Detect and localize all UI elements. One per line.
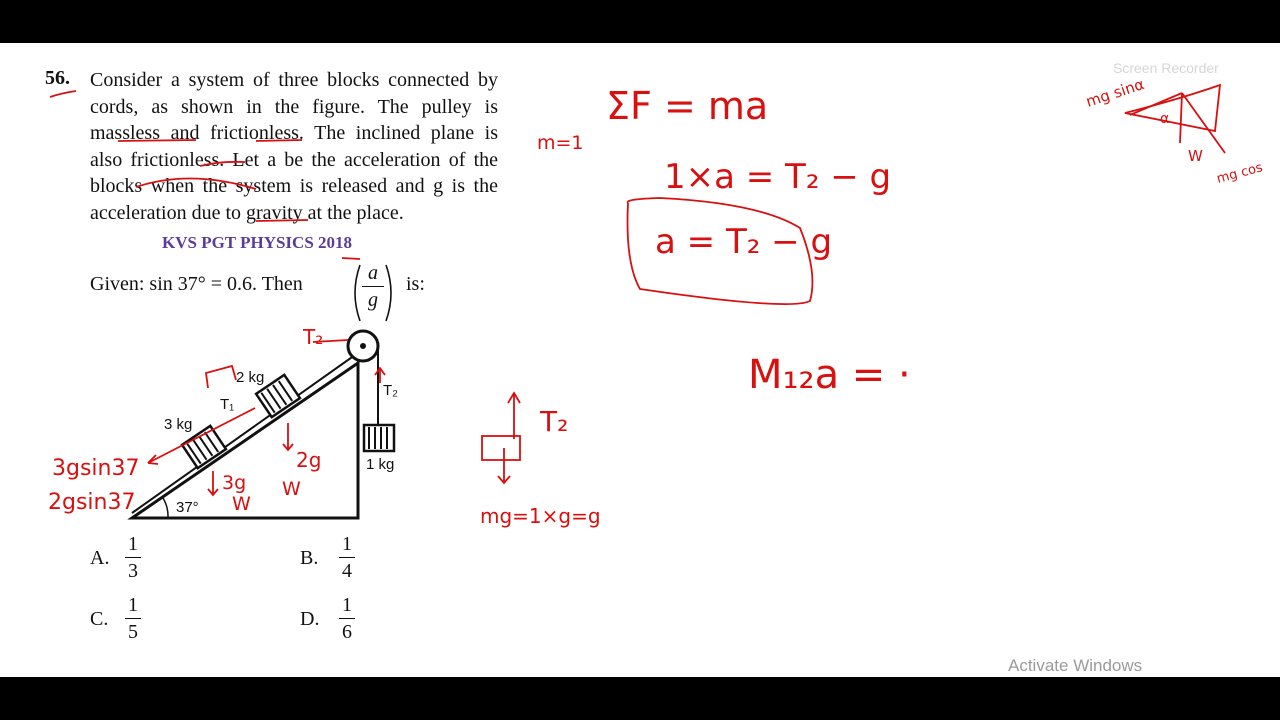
source-tag: KVS PGT PHYSICS 2018	[162, 233, 353, 252]
ink-mg-eq: mg=1×g=g	[480, 504, 601, 528]
option-a-num: 1	[128, 533, 138, 555]
ink-t2-fbd: T₂	[540, 405, 569, 438]
option-a-letter: A.	[90, 547, 110, 569]
ink-underline-frictionless	[256, 140, 302, 141]
label-angle: 37°	[176, 499, 199, 516]
option-a-den: 3	[128, 560, 138, 582]
ink-eq1: 1×a = T₂ − g	[664, 157, 892, 197]
ink-2g-arrow	[283, 423, 293, 450]
ink-underline-acceleration	[256, 220, 308, 221]
document-page	[0, 43, 1280, 677]
ink-t2-up-arrow	[375, 368, 385, 383]
option-b-num: 1	[342, 533, 352, 555]
ink-arc-blocks	[136, 178, 256, 189]
incline-figure	[132, 331, 398, 518]
ink-w2: W	[282, 478, 301, 500]
label-2kg: 2 kg	[236, 369, 265, 386]
block-1kg	[364, 425, 394, 451]
option-d-den: 6	[342, 621, 352, 643]
option-c-num: 1	[128, 594, 138, 616]
ink-corner-mgsin: mg sinα	[1083, 75, 1147, 111]
ink-fbd-up	[508, 393, 520, 439]
ink-3gsin37: 3gsin37	[52, 456, 140, 481]
option-b-den: 4	[342, 560, 352, 582]
ink-eq3: M₁₂a = ·	[748, 352, 911, 398]
ink-t2-top: T₂	[303, 325, 324, 349]
fraction-denominator: g	[368, 289, 378, 311]
ink-fbd-box	[482, 436, 520, 460]
label-t2: T₂	[383, 382, 398, 399]
ink-fbd-down	[498, 448, 510, 483]
ink-sum-f: ΣF = ma	[606, 84, 769, 128]
ink-underline-frictionless2	[200, 162, 245, 166]
label-t1: T₁	[220, 396, 235, 413]
drawing-layer	[0, 43, 1280, 677]
ink-3g-arrow	[208, 471, 218, 495]
pulley-axle	[360, 343, 366, 349]
option-d-letter: D.	[300, 608, 320, 630]
option-b-letter: B.	[300, 547, 319, 569]
ink-marks	[50, 85, 1225, 495]
angle-arc	[163, 498, 168, 518]
handwriting	[48, 75, 1265, 528]
paren-left	[355, 265, 360, 321]
ink-3g: 3g	[222, 472, 247, 494]
activate-windows-watermark: Activate Windows	[1008, 656, 1143, 675]
given-suffix: is:	[406, 273, 425, 295]
ink-w1: W	[232, 493, 251, 515]
screen-recorder-watermark: Screen Recorder	[1113, 60, 1219, 76]
ink-eq2: a = T₂ − g	[655, 222, 833, 262]
ink-underline-56	[50, 91, 76, 97]
ink-corner-alpha: α	[1160, 111, 1170, 127]
ink-2gsin37: 2gsin37	[48, 490, 136, 515]
ink-t1-bracket	[206, 366, 236, 388]
label-1kg: 1 kg	[366, 456, 395, 473]
option-d-num: 1	[342, 594, 352, 616]
ink-m-eq: m=1	[537, 132, 584, 154]
ink-2g: 2g	[296, 448, 322, 472]
option-c-den: 5	[128, 621, 138, 643]
paren-right	[386, 265, 391, 321]
ink-corner-w: W	[1188, 147, 1203, 165]
given-prefix: Given: sin 37° = 0.6. Then	[90, 273, 303, 295]
label-3kg: 3 kg	[164, 416, 193, 433]
question-number: 56.	[45, 67, 70, 89]
option-c-letter: C.	[90, 608, 109, 630]
fraction-numerator: a	[368, 262, 378, 284]
ink-mark-tag	[342, 258, 360, 259]
ink-underline-massless	[118, 140, 196, 141]
ink-corner-mgcos: mg cos	[1215, 160, 1265, 187]
question-body: Consider a system of three blocks connected by cords, as shown in the figure. The pulley is massless and frictionless. The inclined plane is also frictionless. Let a be the acceleration of the blocks when the system is released and g is the acceleration due to gravity at the place.	[90, 69, 498, 224]
